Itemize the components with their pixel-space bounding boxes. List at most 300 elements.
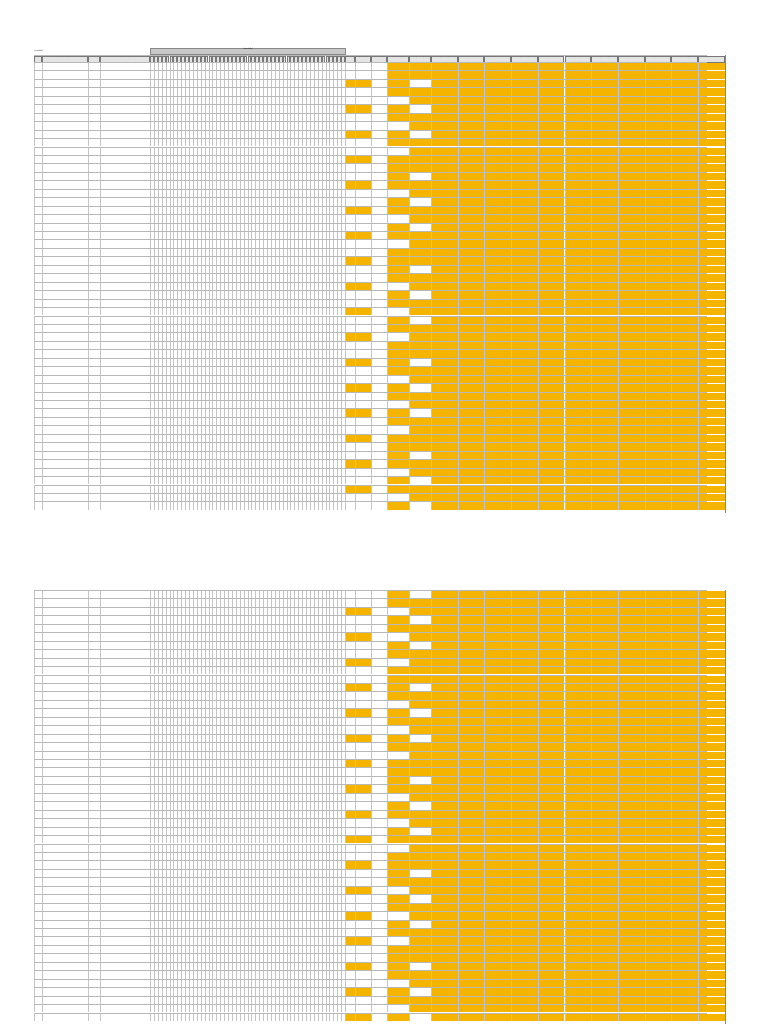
table-cell: [409, 240, 431, 247]
table-cell: [355, 469, 371, 476]
table-cell: [484, 198, 511, 205]
table-cell: [484, 701, 511, 708]
table-cell: [484, 283, 511, 290]
table-cell: [484, 591, 511, 598]
table-cell: [698, 105, 725, 112]
table-cell: [88, 114, 100, 121]
table-cell: [42, 80, 88, 87]
table-cell: [88, 325, 100, 332]
table-cell: [409, 274, 431, 281]
table-cell: [387, 291, 409, 298]
table-cell: [42, 317, 88, 324]
table-cell: [42, 486, 88, 493]
table-cell: [371, 591, 387, 598]
table-cell: [100, 401, 150, 408]
column-header: (un: [212, 56, 216, 63]
table-cell: [671, 401, 698, 408]
table-row: [34, 493, 707, 501]
table-cell: [458, 384, 485, 391]
table-cell: [34, 266, 42, 273]
table-cell: [698, 418, 725, 425]
table-cell: [671, 350, 698, 357]
table-cell: [100, 249, 150, 256]
table-cell: [387, 616, 409, 623]
table-cell: [371, 650, 387, 657]
table-cell: [618, 215, 645, 222]
table-cell: [431, 709, 458, 716]
table-cell: [484, 709, 511, 716]
table-cell: [42, 418, 88, 425]
table-cell: [511, 494, 538, 501]
table-cell: [618, 333, 645, 340]
table-cell: [591, 642, 618, 649]
table-cell: [458, 164, 485, 171]
table-cell: [591, 502, 618, 509]
table-cell: [618, 97, 645, 104]
table-cell: [431, 97, 458, 104]
table-cell: [698, 325, 725, 332]
table-cell: [565, 131, 592, 138]
table-cell: [42, 173, 88, 180]
table-cell: [565, 308, 592, 315]
table-cell: [355, 317, 371, 324]
table-cell: [538, 291, 565, 298]
table-cell: [345, 308, 355, 315]
table-cell: [345, 266, 355, 273]
table-cell: [355, 173, 371, 180]
table-cell: [34, 148, 42, 155]
table-cell: [355, 359, 371, 366]
table-cell: [671, 181, 698, 188]
page-note: (unreadable): [34, 51, 44, 52]
table-cell: [387, 401, 409, 408]
table-cell: [100, 393, 150, 400]
column-header: (un: [329, 56, 333, 63]
table-cell: [371, 460, 387, 467]
table-cell: [484, 426, 511, 433]
table-cell: [100, 215, 150, 222]
column-header: (un: [150, 56, 154, 63]
table-cell: [645, 71, 672, 78]
table-cell: [345, 240, 355, 247]
table-cell: [671, 452, 698, 459]
table-cell: [88, 215, 100, 222]
table-cell: [511, 350, 538, 357]
table-cell: [484, 460, 511, 467]
table-cell: [88, 300, 100, 307]
table-row: [34, 615, 707, 623]
table-cell: [645, 477, 672, 484]
table-cell: [355, 701, 371, 708]
table-cell: [484, 350, 511, 357]
table-cell: [458, 232, 485, 239]
table-cell: [698, 642, 725, 649]
table-cell: [345, 317, 355, 324]
table-cell: [698, 266, 725, 273]
table-cell: [387, 71, 409, 78]
table-cell: [42, 494, 88, 501]
table-cell: [431, 608, 458, 615]
table-cell: [511, 616, 538, 623]
table-cell: [484, 359, 511, 366]
table-cell: [698, 224, 725, 231]
table-cell: [565, 350, 592, 357]
table-cell: [387, 469, 409, 476]
table-cell: [591, 148, 618, 155]
table-cell: [345, 80, 355, 87]
table-cell: [387, 224, 409, 231]
table-cell: [355, 156, 371, 163]
table-cell: [511, 625, 538, 632]
table-cell: [409, 71, 431, 78]
table-cell: [431, 625, 458, 632]
table-cell: [538, 502, 565, 509]
table-cell: [671, 376, 698, 383]
table-cell: [431, 317, 458, 324]
table-cell: [591, 80, 618, 87]
table-cell: [671, 71, 698, 78]
table-cell: [371, 709, 387, 716]
table-cell: [34, 642, 42, 649]
table-cell: [484, 105, 511, 112]
table-cell: [371, 477, 387, 484]
table-cell: [409, 625, 431, 632]
table-cell: [387, 367, 409, 374]
table-cell: [538, 257, 565, 264]
table-cell: [591, 207, 618, 214]
table-cell: [698, 198, 725, 205]
table-cell: [565, 257, 592, 264]
table-cell: [88, 393, 100, 400]
table-cell: [618, 452, 645, 459]
table-cell: [34, 342, 42, 349]
table-cell: [484, 181, 511, 188]
table-cell: [645, 460, 672, 467]
table-cell: [100, 71, 150, 78]
table-cell: [355, 384, 371, 391]
table-cell: [565, 224, 592, 231]
table-cell: [409, 718, 431, 725]
table-cell: [458, 469, 485, 476]
table-cell: [409, 207, 431, 214]
table-cell: [565, 642, 592, 649]
table-cell: [458, 308, 485, 315]
table-cell: [34, 684, 42, 691]
table-cell: [42, 692, 88, 699]
table-cell: [345, 359, 355, 366]
table-cell: [698, 131, 725, 138]
table-cell: [100, 409, 150, 416]
table-cell: [458, 599, 485, 606]
column-header: (un: [170, 56, 174, 63]
table-cell: [698, 333, 725, 340]
table-cell: [355, 274, 371, 281]
table-cell: [355, 486, 371, 493]
table-cell: [88, 460, 100, 467]
table-cell: [387, 709, 409, 716]
column-header: (unreadable): [355, 56, 371, 63]
table-cell: [371, 486, 387, 493]
column-header: (un: [333, 56, 337, 63]
table-cell: [565, 333, 592, 340]
column-header: (un: [314, 56, 318, 63]
table-row: [34, 231, 707, 239]
table-cell: [458, 207, 485, 214]
table-cell: [100, 342, 150, 349]
table-cell: [565, 232, 592, 239]
table-cell: [618, 443, 645, 450]
table-cell: [34, 376, 42, 383]
table-cell: [100, 367, 150, 374]
table-cell: [671, 393, 698, 400]
table-cell: [591, 409, 618, 416]
table-cell: [34, 308, 42, 315]
table-cell: [371, 181, 387, 188]
table-cell: [100, 224, 150, 231]
table-cell: [511, 80, 538, 87]
table-cell: [645, 148, 672, 155]
table-cell: [538, 591, 565, 598]
table-cell: [42, 207, 88, 214]
table-cell: [431, 249, 458, 256]
table-cell: [387, 63, 409, 70]
table-cell: [371, 384, 387, 391]
table-cell: [484, 625, 511, 632]
table-cell: [458, 650, 485, 657]
table-cell: [409, 105, 431, 112]
table-cell: [371, 608, 387, 615]
table-cell: [565, 80, 592, 87]
table-cell: [511, 342, 538, 349]
table-cell: [100, 469, 150, 476]
table-cell: [698, 317, 725, 324]
table-cell: [34, 131, 42, 138]
table-cell: [538, 308, 565, 315]
table-cell: [645, 131, 672, 138]
table-cell: [345, 676, 355, 683]
table-cell: [698, 718, 725, 725]
table-cell: [345, 633, 355, 640]
table-cell: [538, 359, 565, 366]
table-row: [34, 485, 707, 493]
table-cell: [355, 300, 371, 307]
table-cell: [34, 426, 42, 433]
table-cell: [671, 88, 698, 95]
table-cell: [34, 350, 42, 357]
table-cell: [698, 181, 725, 188]
table-cell: [538, 477, 565, 484]
table-cell: [591, 676, 618, 683]
table-cell: [698, 384, 725, 391]
table-row: [34, 273, 707, 281]
table-cell: [409, 215, 431, 222]
table-cell: [34, 333, 42, 340]
table-cell: [42, 633, 88, 640]
table-cell: [34, 207, 42, 214]
table-cell: [431, 80, 458, 87]
table-cell: [591, 71, 618, 78]
table-cell: [591, 333, 618, 340]
table-cell: [698, 393, 725, 400]
table-cell: [618, 63, 645, 70]
table-cell: [355, 283, 371, 290]
table-cell: [387, 608, 409, 615]
table-cell: [387, 342, 409, 349]
table-cell: [538, 342, 565, 349]
table-cell: [88, 181, 100, 188]
table-cell: [618, 650, 645, 657]
table-cell: [345, 435, 355, 442]
table-cell: [484, 274, 511, 281]
table-row: [34, 392, 707, 400]
table-cell: [645, 122, 672, 129]
table-cell: [618, 139, 645, 146]
table-cell: [371, 71, 387, 78]
table-cell: [431, 232, 458, 239]
table-cell: [88, 667, 100, 674]
table-cell: [645, 80, 672, 87]
table-cell: [409, 97, 431, 104]
table-cell: [671, 215, 698, 222]
table-row: [34, 239, 707, 247]
table-cell: [591, 350, 618, 357]
table-cell: [345, 215, 355, 222]
table-cell: [511, 633, 538, 640]
table-cell: [698, 667, 725, 674]
table-cell: [42, 591, 88, 598]
table-cell: [458, 240, 485, 247]
table-cell: [698, 342, 725, 349]
table-cell: [431, 266, 458, 273]
table-cell: [565, 659, 592, 666]
table-cell: [538, 300, 565, 307]
table-cell: [645, 659, 672, 666]
table-cell: [42, 616, 88, 623]
table-cell: [511, 477, 538, 484]
column-header: (un: [181, 56, 185, 63]
table-cell: [484, 435, 511, 442]
table-cell: [88, 350, 100, 357]
table-cell: [698, 409, 725, 416]
table-cell: [458, 249, 485, 256]
table-cell: [345, 131, 355, 138]
table-cell: [645, 443, 672, 450]
table-cell: [431, 409, 458, 416]
table-cell: [591, 325, 618, 332]
table-cell: [511, 308, 538, 315]
table-cell: [355, 266, 371, 273]
table-cell: [431, 393, 458, 400]
table-cell: [671, 156, 698, 163]
table-cell: [431, 692, 458, 699]
table-cell: [431, 333, 458, 340]
table-cell: [591, 342, 618, 349]
table-cell: [591, 718, 618, 725]
table-cell: [371, 633, 387, 640]
table-cell: [591, 164, 618, 171]
column-header: (un: [173, 56, 177, 63]
table-cell: [431, 156, 458, 163]
table-row: [34, 180, 707, 188]
table-cell: [458, 173, 485, 180]
table-cell: [345, 325, 355, 332]
table-cell: [42, 71, 88, 78]
table-cell: [42, 215, 88, 222]
table-cell: [618, 684, 645, 691]
table-cell: [431, 88, 458, 95]
table-cell: [42, 283, 88, 290]
table-cell: [565, 477, 592, 484]
table-cell: [345, 701, 355, 708]
table-cell: [88, 342, 100, 349]
table-cell: [42, 676, 88, 683]
table-cell: [34, 443, 42, 450]
table-cell: [511, 283, 538, 290]
table-row: [34, 324, 707, 332]
table-cell: [645, 274, 672, 281]
table-cell: [431, 342, 458, 349]
table-cell: [591, 625, 618, 632]
table-cell: [565, 148, 592, 155]
table-cell: [484, 164, 511, 171]
table-cell: [698, 452, 725, 459]
table-row: [34, 425, 707, 433]
table-cell: [484, 676, 511, 683]
table-cell: [671, 283, 698, 290]
table-cell: [387, 173, 409, 180]
column-header: (un: [337, 56, 341, 63]
table-cell: [371, 139, 387, 146]
table-cell: [511, 599, 538, 606]
table-cell: [591, 274, 618, 281]
table-cell: [42, 139, 88, 146]
column-header: (un: [228, 56, 232, 63]
table-cell: [698, 359, 725, 366]
table-cell: [431, 633, 458, 640]
table-cell: [355, 139, 371, 146]
table-cell: [345, 684, 355, 691]
table-cell: [387, 384, 409, 391]
table-cell: [355, 80, 371, 87]
column-header: (unreadable): [484, 56, 511, 63]
table-cell: [511, 426, 538, 433]
table-cell: [100, 359, 150, 366]
table-cell: [345, 350, 355, 357]
table-cell: [484, 367, 511, 374]
table-cell: [431, 684, 458, 691]
table-cell: [538, 701, 565, 708]
table-cell: [565, 667, 592, 674]
table-cell: [458, 494, 485, 501]
table-cell: [345, 443, 355, 450]
spreadsheet-page-2: [0, 590, 768, 1024]
table-cell: [387, 266, 409, 273]
table-cell: [618, 114, 645, 121]
table-cell: [645, 376, 672, 383]
table-cell: [371, 164, 387, 171]
table-cell: [42, 409, 88, 416]
table-cell: [355, 105, 371, 112]
table-cell: [671, 249, 698, 256]
table-cell: [565, 435, 592, 442]
table-cell: [409, 257, 431, 264]
table-cell: [511, 232, 538, 239]
table-cell: [591, 650, 618, 657]
table-cell: [645, 224, 672, 231]
table-cell: [538, 240, 565, 247]
table-cell: [484, 300, 511, 307]
table-cell: [409, 376, 431, 383]
